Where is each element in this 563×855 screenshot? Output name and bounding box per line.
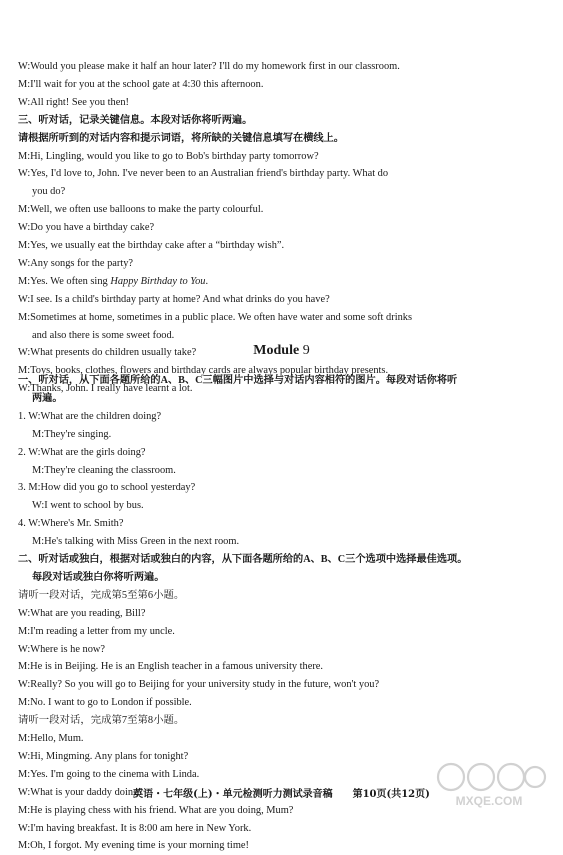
- watermark-icon: [429, 757, 549, 809]
- dialogue-line: [18, 408, 558, 426]
- dialogue-line: [18, 658, 558, 676]
- line-text: M:Hello, Mum.: [18, 733, 84, 744]
- line-text: M:He's talking with Miss Green in the next room.: [32, 536, 240, 548]
- line-text: M:Yes. We often sing: [18, 275, 111, 287]
- section-instruction: [18, 112, 558, 130]
- dialogue-line: [18, 165, 558, 183]
- dialogue-line: [18, 605, 558, 623]
- dialogue-line: [18, 76, 558, 94]
- line-text: M:Yes. I'm going to the cinema with Linda.: [18, 768, 200, 780]
- line-text: M:Oh, I forgot. My evening time is your morning time!: [18, 840, 249, 852]
- dialogue-line: [18, 255, 558, 273]
- dialogue-line: [18, 730, 558, 748]
- line-text: M:He is in Beijing. He is an English teacher in a famous university there.: [18, 661, 324, 673]
- line-text: M:No. I want to go to London if possible.: [18, 697, 192, 709]
- module-heading: [0, 341, 563, 361]
- line-text: W:Thanks, John. I really have learnt a lot.: [18, 383, 193, 395]
- dialogue-line: [18, 94, 558, 112]
- line-text: M:I'll wait for you at the school gate at 4:30 this afternoon.: [18, 78, 264, 90]
- section-instruction: [18, 372, 558, 390]
- dialogue-line: [18, 291, 558, 309]
- watermark-logo: [429, 757, 549, 809]
- line-text: 请听一段对话，完成第7至第8小题。: [18, 715, 185, 727]
- line-text: 二、听对话或独白，根据对话或独白的内容，从下面各题所给的A、B、C三个选项中选择最佳选项。: [18, 554, 468, 565]
- dialogue-line: [32, 533, 563, 551]
- dialogue-line: [18, 515, 558, 533]
- line-text: W:Really? So you will go to Beijing for your university study in the future, won't you?: [18, 679, 380, 691]
- dialogue-line: [18, 58, 558, 76]
- line-text: and also there is some sweet food.: [32, 329, 175, 341]
- dialogue-line: [18, 444, 558, 462]
- line-text: W:I went to school by bus.: [32, 500, 144, 512]
- line-text: 4. W:Where's Mr. Smith?: [18, 518, 124, 530]
- line-text: M:Hi, Lingling, would you like to go to Bob's birthday party tomorrow?: [18, 150, 319, 162]
- line-text: 3. M:How did you go to school yesterday?: [18, 482, 196, 494]
- line-text: 两遍。: [32, 392, 63, 404]
- line-text: M:Yes, we usually eat the birthday cake after a “birthday wish”.: [18, 240, 285, 251]
- module-label: Module: [253, 343, 300, 358]
- line-text: W:Any songs for the party?: [18, 257, 134, 269]
- dialogue-line: [18, 237, 558, 255]
- dialogue-line: [18, 219, 558, 237]
- dialogue-line: [18, 309, 558, 327]
- line-text: 请听一段对话，完成第5至第6小题。: [18, 589, 185, 601]
- line-text: M:I'm reading a letter from my uncle.: [18, 625, 175, 637]
- dialogue-line: [18, 694, 558, 712]
- dialogue-line: [18, 273, 558, 291]
- line-text: 每段对话或独白你将听两遍。: [32, 571, 165, 583]
- dialogue-line: [18, 479, 558, 497]
- line-text: 2. W:What are the girls doing?: [18, 446, 146, 458]
- line-text: W:All right! See you then!: [18, 96, 129, 108]
- line-text: M:Well, we often use balloons to make the party colourful.: [18, 204, 264, 216]
- line-text: 三、听对话，记录关键信息。本段对话你将听两遍。: [18, 114, 253, 126]
- line-text: W:Hi, Mingming. Any plans for tonight?: [18, 750, 189, 762]
- line-text: 一、听对话，从下面各题所给的A、B、C三幅图片中选择与对话内容相符的图片。每段对话你将听: [18, 375, 458, 386]
- line-text: W:Would you please make it half an hour later? I'll do my homework first in our classroom.: [18, 61, 400, 72]
- line-text: 1. W:What are the children doing?: [18, 410, 162, 422]
- line-text: M:Sometimes at home, sometimes in a public place. We often have water and some soft drinks: [18, 311, 413, 323]
- section-instruction: [18, 551, 558, 569]
- line-text: W:What are you reading, Bill?: [18, 607, 146, 619]
- dialogue-line: [18, 623, 558, 641]
- line-text: W:What is your daddy doing?: [18, 786, 143, 798]
- module-number: 9: [302, 343, 310, 358]
- line-text: W:I'm having breakfast. It is 8:00 am here in New York.: [18, 822, 252, 834]
- dialogue-line: [32, 462, 563, 480]
- line-text: W:What presents do children usually take?: [18, 347, 197, 359]
- dialogue-line: [18, 641, 558, 659]
- dialogue-line: [32, 183, 563, 201]
- line-text: M:They're cleaning the classroom.: [32, 464, 176, 476]
- line-text: M:Toys, books, clothes, flowers and birthday cards are always popular birthday presents.: [18, 365, 389, 377]
- dialogue-line: [18, 676, 558, 694]
- dialogue-line: [32, 426, 563, 444]
- line-text: W:Do you have a birthday cake?: [18, 222, 155, 234]
- dialogue-line: [18, 148, 558, 166]
- dialogue-line: [18, 712, 558, 730]
- dialogue-line: [18, 201, 558, 219]
- line-text: .: [205, 275, 209, 287]
- line-text: M:They're singing.: [32, 428, 112, 440]
- dialogue-line: [18, 587, 558, 605]
- line-text: you do?: [32, 186, 66, 198]
- line-text: W:Yes, I'd love to, John. I've never been to an Australian friend's birthday party. What do: [18, 168, 389, 180]
- svg-text:MXQE.COM: MXQE.COM: [455, 794, 523, 808]
- section-instruction: [32, 569, 563, 587]
- dialogue-line: [18, 837, 558, 855]
- line-text: 请根据所听到的对话内容和提示词语，将所缺的关键信息填写在横线上。: [18, 132, 344, 144]
- section-instruction: [32, 390, 563, 408]
- dialogue-line: [18, 820, 558, 838]
- song-title: Happy Birthday to You: [110, 275, 206, 287]
- dialogue-line: [32, 497, 563, 515]
- line-text: W:Where is he now?: [18, 643, 106, 655]
- page-footer: 英语・七年级(上)・单元检测听力测试录音稿 第10页(共12页): [133, 789, 430, 800]
- section-instruction: [18, 130, 558, 148]
- line-text: M:He is playing chess with his friend. What are you doing, Mum?: [18, 804, 294, 816]
- line-text: W:I see. Is a child's birthday party at home? And what drinks do you have?: [18, 293, 330, 305]
